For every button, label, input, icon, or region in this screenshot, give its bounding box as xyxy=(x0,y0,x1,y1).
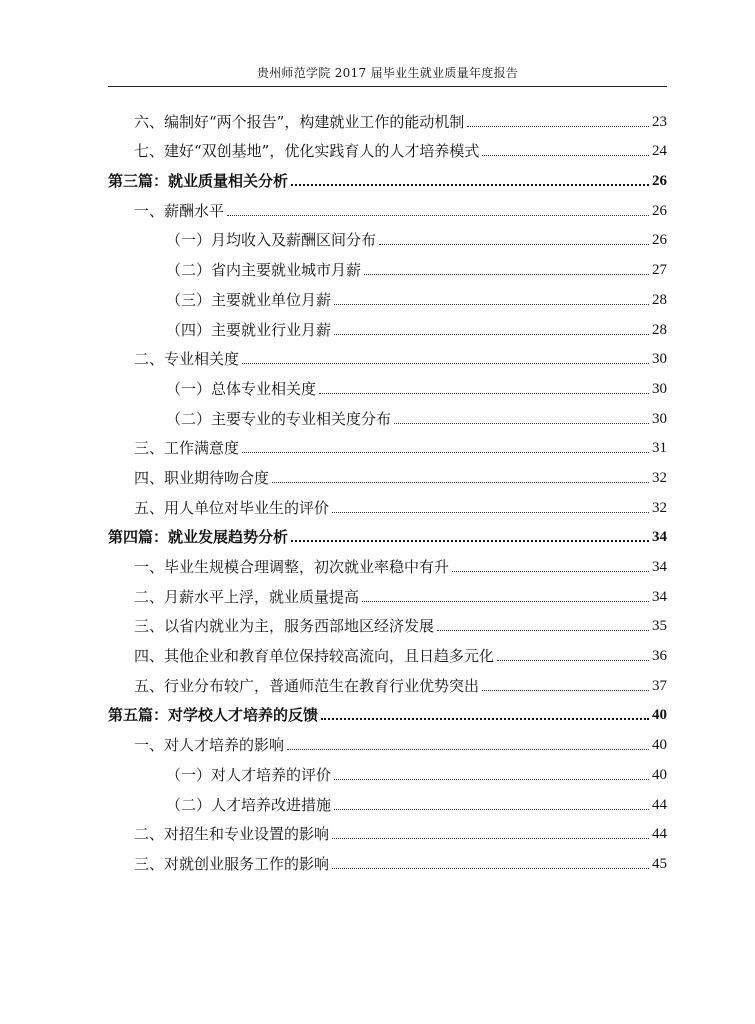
dot-leader xyxy=(334,334,649,335)
toc-entry-label: （三）主要就业单位月薪 xyxy=(166,290,332,309)
toc-section-entry[interactable] xyxy=(108,579,667,609)
toc-section-entry[interactable] xyxy=(108,638,667,668)
toc-entry-label: （二）省内主要就业城市月薪 xyxy=(166,261,362,280)
toc-section-entry[interactable] xyxy=(108,134,667,164)
toc-entry-label: 四、其他企业和教育单位保持较高流向，且日趋多元化 xyxy=(134,647,495,666)
dot-leader xyxy=(362,601,649,602)
toc-page-number: 37 xyxy=(652,677,667,694)
toc-section-entry[interactable] xyxy=(108,609,667,639)
dot-leader xyxy=(334,809,649,810)
toc-page-number: 40 xyxy=(652,766,667,783)
toc-subsection-entry[interactable] xyxy=(108,787,667,817)
toc-section-entry[interactable] xyxy=(108,431,667,461)
toc-section-entry[interactable] xyxy=(108,846,667,876)
dot-leader xyxy=(319,393,649,394)
toc-page-number: 30 xyxy=(652,410,667,427)
toc-entry-label: （四）主要就业行业月薪 xyxy=(166,320,332,339)
toc-page-number: 45 xyxy=(652,855,667,872)
toc-page-number: 26 xyxy=(652,232,667,249)
dot-leader xyxy=(334,304,649,305)
dot-leader xyxy=(227,215,649,216)
dot-leader xyxy=(497,660,649,661)
toc-page-number: 36 xyxy=(652,648,667,665)
toc-entry-label: 三、以省内就业为主，服务西部地区经济发展 xyxy=(134,617,435,636)
toc-section-entry[interactable] xyxy=(108,549,667,579)
toc-entry-label: 第五篇：对学校人才培养的反馈 xyxy=(108,706,319,725)
toc-page-number: 30 xyxy=(652,351,667,368)
toc-section-entry[interactable] xyxy=(108,342,667,372)
dot-leader xyxy=(482,690,649,691)
toc-entry-label: （二）人才培养改进措施 xyxy=(166,795,332,814)
toc-page-number: 34 xyxy=(652,529,667,546)
toc-entry-label: 一、薪酬水平 xyxy=(134,201,225,220)
dot-leader xyxy=(364,274,649,275)
toc-section-entry[interactable] xyxy=(108,490,667,520)
toc-page-number: 34 xyxy=(652,588,667,605)
toc-entry-label: 一、对人才培养的影响 xyxy=(134,736,285,755)
dot-leader xyxy=(291,184,649,186)
toc-page-number: 32 xyxy=(652,499,667,516)
dot-leader xyxy=(467,126,649,127)
toc-entry-label: 七、建好“双创基地”，优化实践育人的人才培养模式 xyxy=(134,142,480,161)
toc-subsection-entry[interactable] xyxy=(108,252,667,282)
toc-entry-label: （一）月均收入及薪酬区间分布 xyxy=(166,231,377,250)
toc-page-number: 31 xyxy=(652,440,667,457)
toc-page-number: 44 xyxy=(652,796,667,813)
toc-entry-label: 二、对招生和专业设置的影响 xyxy=(134,825,330,844)
toc-subsection-entry[interactable] xyxy=(108,757,667,787)
toc-entry-label: 三、对就创业服务工作的影响 xyxy=(134,854,330,873)
toc-entry-label: 一、毕业生规模合理调整，初次就业率稳中有升 xyxy=(134,558,450,576)
toc-entry-label: 第三篇：就业质量相关分析 xyxy=(108,172,289,191)
toc-section-entry[interactable] xyxy=(108,727,667,757)
toc-page-number: 30 xyxy=(652,380,667,397)
toc-page-number: 28 xyxy=(652,291,667,308)
toc-part-entry[interactable] xyxy=(108,698,667,728)
dot-leader xyxy=(332,868,649,869)
toc-subsection-entry[interactable] xyxy=(108,223,667,253)
dot-leader xyxy=(242,452,649,453)
toc-entry-label: 六、编制好“两个报告”，构建就业工作的能动机制 xyxy=(134,112,465,131)
toc-entry-label: 五、行业分布较广，普通师范生在教育行业优势突出 xyxy=(134,676,480,695)
toc-subsection-entry[interactable] xyxy=(108,371,667,401)
dot-leader xyxy=(287,749,649,750)
toc-entry-label: 二、月薪水平上浮，就业质量提高 xyxy=(134,587,360,606)
toc-subsection-entry[interactable] xyxy=(108,282,667,312)
toc-entry-label: （二）主要专业的专业相关度分布 xyxy=(166,409,392,428)
toc-page-number: 28 xyxy=(652,321,667,338)
toc-entry-label: 四、职业期待吻合度 xyxy=(134,468,270,487)
toc-page-number: 40 xyxy=(652,737,667,754)
toc-page-number: 26 xyxy=(652,202,667,219)
dot-leader xyxy=(452,571,649,572)
toc-entry-label: 第四篇：就业发展趋势分析 xyxy=(108,528,289,547)
dot-leader xyxy=(334,779,649,780)
toc-page-number: 23 xyxy=(652,113,667,130)
toc-part-entry[interactable] xyxy=(108,520,667,550)
toc-page-number: 26 xyxy=(652,173,667,190)
toc-section-entry[interactable] xyxy=(108,104,667,134)
dot-leader xyxy=(332,512,649,513)
toc-subsection-entry[interactable] xyxy=(108,312,667,342)
toc-page-number: 44 xyxy=(652,826,667,843)
dot-leader xyxy=(332,838,649,839)
toc-entry-label: 二、专业相关度 xyxy=(134,350,240,369)
dot-leader xyxy=(272,482,649,483)
header-divider xyxy=(108,86,667,87)
toc-section-entry[interactable] xyxy=(108,817,667,847)
toc-entry-label: （一）对人才培养的评价 xyxy=(166,765,332,784)
dot-leader xyxy=(482,155,649,156)
toc-entry-label: 三、工作满意度 xyxy=(134,439,240,458)
toc-subsection-entry[interactable] xyxy=(108,401,667,431)
dot-leader xyxy=(437,630,649,631)
toc-section-entry[interactable] xyxy=(108,193,667,223)
table-of-contents xyxy=(108,104,667,876)
dot-leader xyxy=(291,540,649,542)
dot-leader xyxy=(242,363,649,364)
toc-entry-label: 五、用人单位对毕业生的评价 xyxy=(134,498,330,517)
toc-page-number: 40 xyxy=(652,707,667,724)
toc-section-entry[interactable] xyxy=(108,460,667,490)
toc-page-number: 32 xyxy=(652,469,667,486)
toc-page-number: 27 xyxy=(652,262,667,279)
toc-part-entry[interactable] xyxy=(108,163,667,193)
dot-leader xyxy=(379,244,649,245)
toc-page-number: 35 xyxy=(652,618,667,635)
dot-leader xyxy=(394,423,649,424)
toc-page-number: 24 xyxy=(652,143,667,160)
toc-entry-label: （一）总体专业相关度 xyxy=(166,379,317,398)
toc-page-number: 34 xyxy=(652,559,667,575)
running-header: 贵州师范学院 2017 届毕业生就业质量年度报告 xyxy=(256,66,519,80)
dot-leader xyxy=(321,718,649,720)
toc-section-entry[interactable] xyxy=(108,668,667,698)
